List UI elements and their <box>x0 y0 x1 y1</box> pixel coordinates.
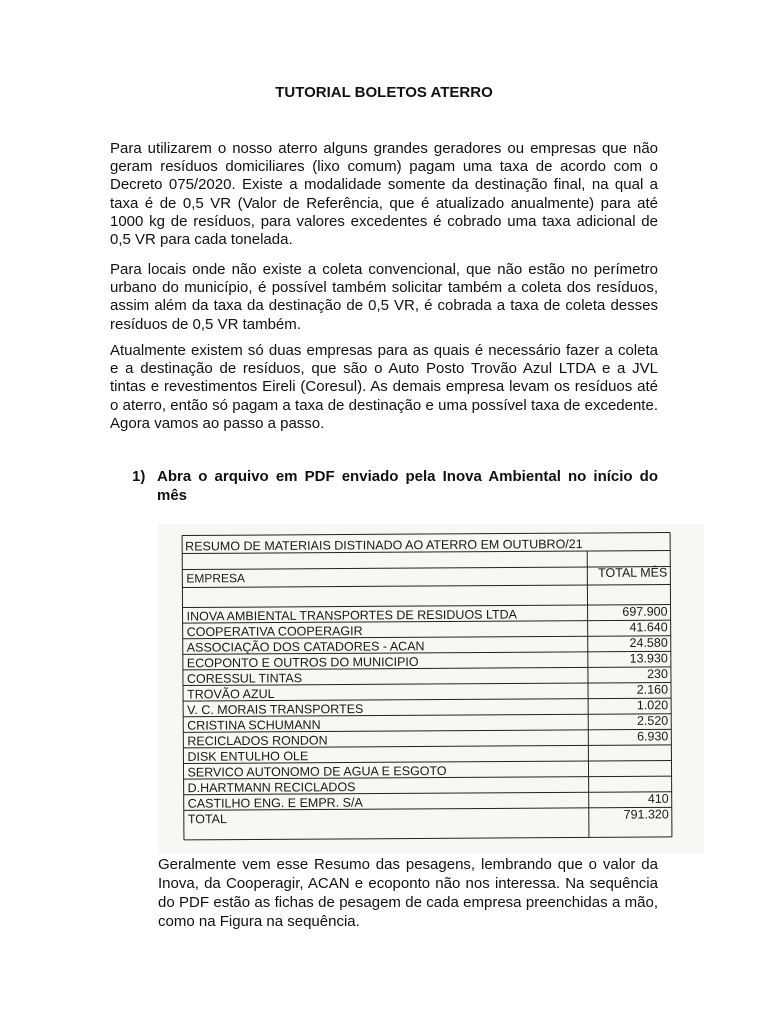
table-row-total: 2.160 <box>636 682 669 697</box>
paragraph-companies: Atualmente existem só duas empresas para as quais é necessário fazer a coleta e a destinação de resíduos, que são o Auto Posto Trovão Azul LTDA e a JVL tintas e revestimentos Eireli (Coresul). As demais empresa levam os resíduos até o aterro, então só pagam a taxa de destinação e uma possível taxa de excedente. Agora vamos ao passo a passo. <box>110 342 658 432</box>
table-row-total: 13.930 <box>629 651 668 666</box>
table-row-company: V. C. MORAIS TRANSPORTES <box>187 702 364 718</box>
table-row-company: ASSOCIAÇÃO DOS CATADORES - ACAN <box>186 639 425 655</box>
table-border-top <box>182 533 670 536</box>
table-header-company: EMPRESA <box>186 571 246 586</box>
table-row-company: CASTILHO ENG. E EMPR. S/A <box>187 795 363 811</box>
table-row-company: INOVA AMBIENTAL TRANSPORTES DE RESIDUOS LTDA <box>186 607 518 624</box>
table-row-company: RECICLADOS RONDON <box>187 733 328 749</box>
table-row-company: SERVICO AUTONOMO DE AGUA E ESGOTO <box>187 763 447 780</box>
paragraph-after-table: Geralmente vem esse Resumo das pesagens, lembrando que o valor da Inova, da Cooperagir, ACAN e ecoponto não nos interessa. Na sequência do PDF estão as fichas de pesagem de cada empresa preenchidas a mão, como na Figura na sequência. <box>158 856 658 930</box>
table-row-company: CRISTINA SCHUMANN <box>187 717 321 733</box>
table-row-company: D.HARTMANN RECICLADOS <box>187 780 356 796</box>
table-row-total: 24.580 <box>629 635 668 650</box>
table-title: RESUMO DE MATERIAIS DISTINADO AO ATERRO EM OUTUBRO/21 <box>185 537 583 554</box>
table-row-total: 1.020 <box>636 698 669 713</box>
step-text: Abra o arquivo em PDF enviado pela Inova Ambiental no início do mês <box>157 468 658 504</box>
step-number: 1) <box>132 468 146 485</box>
table-column-divider <box>587 551 589 837</box>
table-row-company: CORESSUL TINTAS <box>186 671 303 686</box>
table-border-bottom <box>184 837 672 840</box>
paragraph-intro: Para utilizarem o nosso aterro alguns grandes geradores ou empresas que não geram resíduos domiciliares (lixo comum) pagam uma taxa de acordo com o Decreto 075/2020. Existe a modalidade somente da destinação final, na qual a taxa é de 0,5 VR (Valor de Referência, que é atualizado anualmente) para até 1000 kg de resíduos, para valores excedentes é cobrado uma taxa adicional de 0,5 VR para cada tonelada. <box>110 140 658 249</box>
table-row-total: 410 <box>647 791 669 806</box>
table-row-total: 2.520 <box>636 713 669 728</box>
paragraph-collection: Para locais onde não existe a coleta convencional, que não estão no perímetro urbano do município, é possível também solicitar também a coleta dos resíduos, assim além da taxa da destinação de 0,5 VR, é cobrada a taxa de coleta desses resíduos de 0,5 VR também. <box>110 261 658 333</box>
table-header-divider-2 <box>182 585 670 588</box>
table-header-total: TOTAL MÊS <box>598 565 668 580</box>
table-row-company: DISK ENTULHO OLE <box>187 749 309 764</box>
table-row-company: TOTAL <box>187 812 228 827</box>
table-row-company: COOPERATIVA COOPERAGIR <box>186 624 363 640</box>
table-row-total: 697.900 <box>622 604 668 619</box>
table-row-company: TROVÃO AZUL <box>187 686 275 702</box>
document-title: TUTORIAL BOLETOS ATERRO <box>275 84 493 101</box>
scanned-summary-table <box>158 524 704 854</box>
summary-table-image <box>158 524 704 854</box>
table-row-total: 41.640 <box>629 620 668 635</box>
table-row-total: 791.320 <box>623 807 669 822</box>
table-row-total: 6.930 <box>637 729 669 744</box>
table-row-company: ECOPONTO E OUTROS DO MUNICIPIO <box>186 654 419 671</box>
table-row-total: 230 <box>647 666 668 682</box>
